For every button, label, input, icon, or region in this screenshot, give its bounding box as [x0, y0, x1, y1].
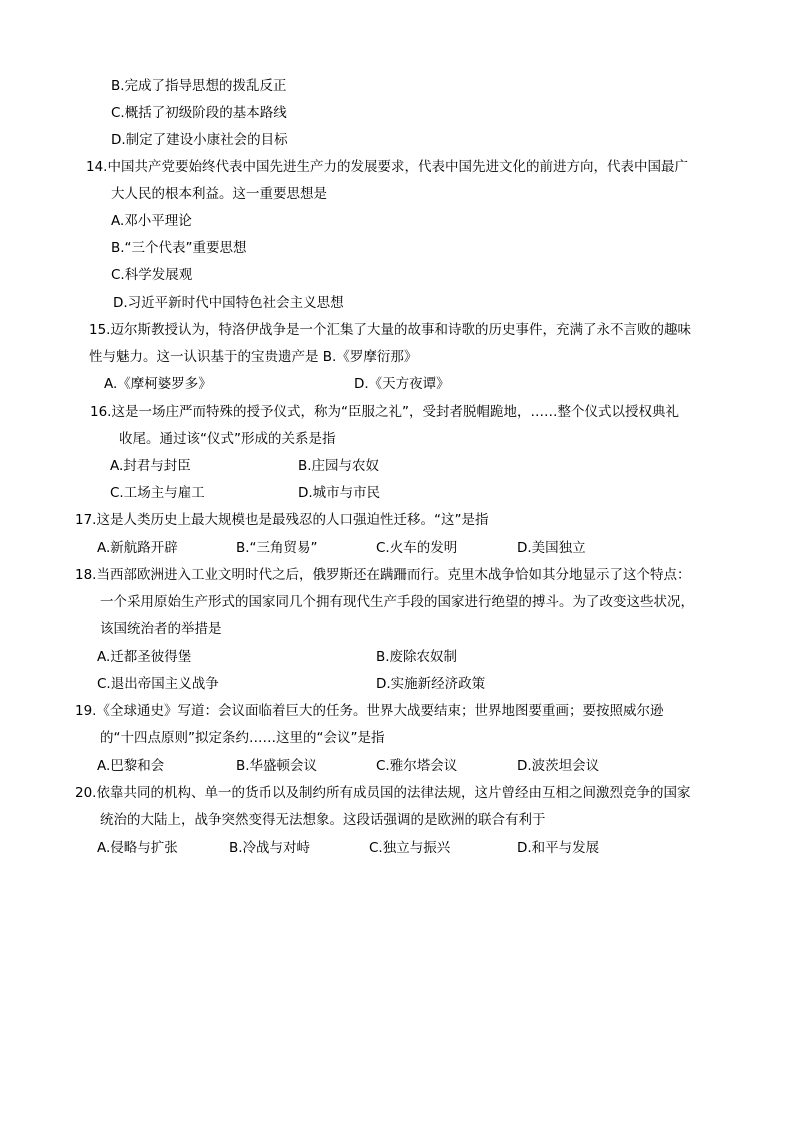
q18-option-a: A.迁都圣彼得堡 — [97, 649, 192, 665]
q19-option-d: D.波茨坦会议 — [517, 758, 600, 774]
q17-option-a: A.新航路开辟 — [97, 540, 178, 556]
q18-option-c: C.退出帝国主义战争 — [97, 676, 219, 692]
q14-option-b: B.“三个代表”重要思想 — [111, 240, 247, 256]
q15-stem-line-2: 性与魅力。这一认识基于的宝贵遗产是 B.《罗摩衍那》 — [89, 349, 418, 365]
q20-option-b: B.冷战与对峙 — [229, 840, 311, 856]
q19-option-c: C.雅尔塔会议 — [376, 758, 458, 774]
q18-option-b: B.废除农奴制 — [376, 649, 458, 665]
q19-option-a: A.巴黎和会 — [97, 758, 165, 774]
q17-option-d: D.美国独立 — [517, 540, 586, 556]
q14-option-d: D.习近平新时代中国特色社会主义思想 — [113, 295, 344, 311]
q18-stem-line-2: 一个采用原始生产形式的国家同几个拥有现代生产手段的国家进行绝望的搏斗。为了改变这些状况， — [100, 594, 694, 610]
q16-option-b: B.庄园与农奴 — [298, 458, 380, 474]
q13-option-b: B.完成了指导思想的拨乱反正 — [111, 78, 287, 94]
q20-option-d: D.和平与发展 — [517, 840, 600, 856]
q18-option-d: D.实施新经济政策 — [376, 676, 486, 692]
q16-option-d: D.城市与市民 — [298, 485, 381, 501]
q15-option-d: D.《天方夜谭》 — [354, 376, 450, 392]
q16-option-c: C.工场主与雇工 — [110, 485, 205, 501]
q20-stem-line-1: 20.依靠共同的机构、单一的货币以及制约所有成员国的法律法规，这片曾经由互相之间激烈竞争的国家 — [75, 785, 691, 801]
q14-stem-line-2: 大人民的根本利益。这一重要思想是 — [111, 186, 327, 202]
q15-option-a: A.《摩柯婆罗多》 — [104, 376, 212, 392]
q20-option-c: C.独立与振兴 — [369, 840, 451, 856]
q18-stem-line-1: 18.当西部欧洲进入工业文明时代之后，俄罗斯还在蹒跚而行。克里木战争恰如其分地显示了这个特点： — [75, 567, 691, 583]
q17-option-c: C.火车的发明 — [376, 540, 458, 556]
q16-option-a: A.封君与封臣 — [110, 458, 191, 474]
q15-stem-line-1: 15.迈尔斯教授认为，特洛伊战争是一个汇集了大量的故事和诗歌的历史事件，充满了永不言败的趣味 — [89, 322, 691, 338]
q16-stem-line-2: 收尾。通过该“仪式”形成的关系是指 — [119, 431, 336, 447]
q13-option-c: C.概括了初级阶段的基本路线 — [111, 105, 287, 121]
q13-option-d: D.制定了建设小康社会的目标 — [111, 132, 288, 148]
q14-option-a: A.邓小平理论 — [111, 213, 192, 229]
q16-stem-line-1: 16.这是一场庄严而特殊的授予仪式，称为“臣服之礼”，受封者脱帽跪地，……整个仪式以授权典礼 — [90, 404, 679, 420]
q19-option-b: B.华盛顿会议 — [236, 758, 318, 774]
q19-stem-line-1: 19.《全球通史》写道：会议面临着巨大的任务。世界大战要结束；世界地图要重画；要按照威尔逊 — [75, 703, 664, 719]
q20-option-a: A.侵略与扩张 — [97, 840, 178, 856]
q14-stem-line-1: 14.中国共产党要始终代表中国先进生产力的发展要求，代表中国先进文化的前进方向，代表中国最广 — [86, 159, 688, 175]
q14-option-c: C.科学发展观 — [111, 267, 193, 283]
q18-stem-line-3: 该国统治者的举措是 — [100, 621, 222, 637]
q19-stem-line-2: 的“十四点原则”拟定条约……这里的“会议”是指 — [100, 730, 385, 746]
q17-stem-line-1: 17.这是人类历史上最大规模也是最残忍的人口强迫性迁移。“这”是指 — [75, 512, 489, 528]
q17-option-b: B.“三角贸易” — [236, 540, 318, 556]
q20-stem-line-2: 统治的大陆上，战争突然变得无法想象。这段话强调的是欧洲的联合有利于 — [100, 812, 546, 828]
